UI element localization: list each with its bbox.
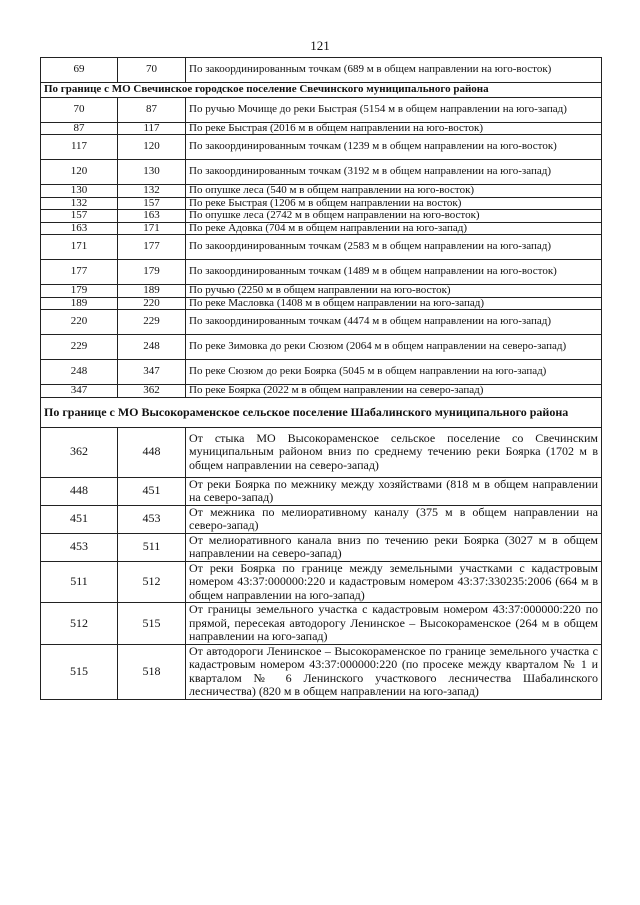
description-cell: По реке Быстрая (1206 м в общем направлении на восток): [186, 197, 602, 210]
from-point-cell: 70: [41, 97, 118, 122]
to-point-cell: 120: [118, 135, 186, 160]
description-cell: По опушке леса (540 м в общем направлении на юго-восток): [186, 185, 602, 198]
from-point-cell: 448: [41, 477, 118, 505]
description-cell: По закоординированным точкам (689 м в общем направлении на юго-восток): [186, 58, 602, 83]
from-point-cell: 117: [41, 135, 118, 160]
from-point-cell: 515: [41, 644, 118, 699]
table-row: [41, 58, 602, 83]
to-point-cell: 248: [118, 335, 186, 360]
description-cell: От стыка МО Высокораменское сельское поселение со Свечинским муниципальным районом вниз по среднему течению реки Боярка (1702 м в общем направлении на северо-запад): [186, 427, 602, 477]
description-cell: По закоординированным точкам (4474 м в общем направлении на юго-запад): [186, 310, 602, 335]
table-row: [41, 160, 602, 185]
table-row: [41, 260, 602, 285]
from-point-cell: 362: [41, 427, 118, 477]
description-cell: От границы земельного участка с кадастровым номером 43:37:000000:220 по прямой, пересекая автодорогу Ленинское – Высокораменское (264 м в общем направлении на юго-запад): [186, 603, 602, 645]
from-point-cell: 157: [41, 210, 118, 223]
description-cell: От мелиоративного канала вниз по течению реки Боярка (3027 м в общем направлении на северо-запад): [186, 533, 602, 561]
from-point-cell: 171: [41, 235, 118, 260]
table-row: [41, 360, 602, 385]
table-row: [41, 122, 602, 135]
from-point-cell: 163: [41, 222, 118, 235]
table-row: [41, 505, 602, 533]
description-cell: По закоординированным точкам (2583 м в общем направлении на юго-запад): [186, 235, 602, 260]
to-point-cell: 157: [118, 197, 186, 210]
table-row: [41, 210, 602, 223]
to-point-cell: 347: [118, 360, 186, 385]
to-point-cell: 130: [118, 160, 186, 185]
to-point-cell: 189: [118, 285, 186, 298]
to-point-cell: 362: [118, 385, 186, 398]
table-row: [41, 297, 602, 310]
from-point-cell: 189: [41, 297, 118, 310]
table-row: [41, 185, 602, 198]
section-header-row: [41, 397, 602, 427]
from-point-cell: 451: [41, 505, 118, 533]
to-point-cell: 163: [118, 210, 186, 223]
description-cell: По реке Адовка (704 м в общем направлении на юго-запад): [186, 222, 602, 235]
description-cell: По закоординированным точкам (1239 м в общем направлении на юго-восток): [186, 135, 602, 160]
description-cell: По реке Зимовка до реки Сюзюм (2064 м в общем направлении на северо-запад): [186, 335, 602, 360]
from-point-cell: 220: [41, 310, 118, 335]
table-row: [41, 97, 602, 122]
table-row: [41, 385, 602, 398]
table-row: [41, 285, 602, 298]
description-cell: По ручью (2250 м в общем направлении на юго-восток): [186, 285, 602, 298]
from-point-cell: 453: [41, 533, 118, 561]
table-row: [41, 310, 602, 335]
table-row: [41, 644, 602, 699]
to-point-cell: 453: [118, 505, 186, 533]
from-point-cell: 87: [41, 122, 118, 135]
description-cell: По закоординированным точкам (3192 м в общем направлении на юго-запад): [186, 160, 602, 185]
to-point-cell: 117: [118, 122, 186, 135]
description-cell: От реки Боярка по границе между земельными участками с кадастровым номером 43:37:000000:220 и кадастровым номером 43:37:330235:2006 (664 м в общем направлении на юго-запад): [186, 561, 602, 603]
description-cell: От межника по мелиоративному каналу (375 м в общем направлении на северо-запад): [186, 505, 602, 533]
to-point-cell: 229: [118, 310, 186, 335]
from-point-cell: 132: [41, 197, 118, 210]
from-point-cell: 69: [41, 58, 118, 83]
table-row: [41, 222, 602, 235]
table-row: [41, 561, 602, 603]
table-row: [41, 335, 602, 360]
to-point-cell: 179: [118, 260, 186, 285]
description-cell: По опушке леса (2742 м в общем направлении на юго-восток): [186, 210, 602, 223]
description-cell: По реке Боярка (2022 м в общем направлении на северо-запад): [186, 385, 602, 398]
from-point-cell: 179: [41, 285, 118, 298]
from-point-cell: 130: [41, 185, 118, 198]
description-cell: По реке Масловка (1408 м в общем направлении на юго-запад): [186, 297, 602, 310]
to-point-cell: 171: [118, 222, 186, 235]
to-point-cell: 512: [118, 561, 186, 603]
to-point-cell: 451: [118, 477, 186, 505]
table-row: [41, 477, 602, 505]
from-point-cell: 512: [41, 603, 118, 645]
from-point-cell: 120: [41, 160, 118, 185]
to-point-cell: 70: [118, 58, 186, 83]
description-cell: По реке Сюзюм до реки Боярка (5045 м в общем направлении на юго-запад): [186, 360, 602, 385]
to-point-cell: 448: [118, 427, 186, 477]
table-row: [41, 135, 602, 160]
section-header-row: [41, 83, 602, 98]
table-row: [41, 603, 602, 645]
section-header: По границе с МО Высокораменское сельское поселение Шабалинского муниципального района: [41, 397, 602, 427]
table-row: [41, 427, 602, 477]
to-point-cell: 177: [118, 235, 186, 260]
page-number: 121: [310, 38, 330, 53]
to-point-cell: 220: [118, 297, 186, 310]
to-point-cell: 87: [118, 97, 186, 122]
table-row: [41, 533, 602, 561]
from-point-cell: 177: [41, 260, 118, 285]
description-cell: По закоординированным точкам (1489 м в общем направлении на юго-восток): [186, 260, 602, 285]
table-row: [41, 197, 602, 210]
from-point-cell: 229: [41, 335, 118, 360]
description-cell: От автодороги Ленинское – Высокораменское по границе земельного участка с кадастровым номером 43:37:000000:220 (по просеке между кварталом № 1 и кварталом № 6 Ленинского участкового лесничества Шабалинского лесничества) (820 м в общем направлении на юго-запад): [186, 644, 602, 699]
from-point-cell: 511: [41, 561, 118, 603]
to-point-cell: 515: [118, 603, 186, 645]
description-cell: По ручью Мочище до реки Быстрая (5154 м в общем направлении на юго-запад): [186, 97, 602, 122]
to-point-cell: 518: [118, 644, 186, 699]
table-row: [41, 235, 602, 260]
from-point-cell: 248: [41, 360, 118, 385]
section-header: По границе с МО Свечинское городское поселение Свечинского муниципального района: [41, 83, 602, 98]
boundary-table: [40, 57, 602, 700]
to-point-cell: 511: [118, 533, 186, 561]
to-point-cell: 132: [118, 185, 186, 198]
description-cell: По реке Быстрая (2016 м в общем направлении на юго-восток): [186, 122, 602, 135]
description-cell: От реки Боярка по межнику между хозяйствами (818 м в общем направлении на северо-запад): [186, 477, 602, 505]
from-point-cell: 347: [41, 385, 118, 398]
